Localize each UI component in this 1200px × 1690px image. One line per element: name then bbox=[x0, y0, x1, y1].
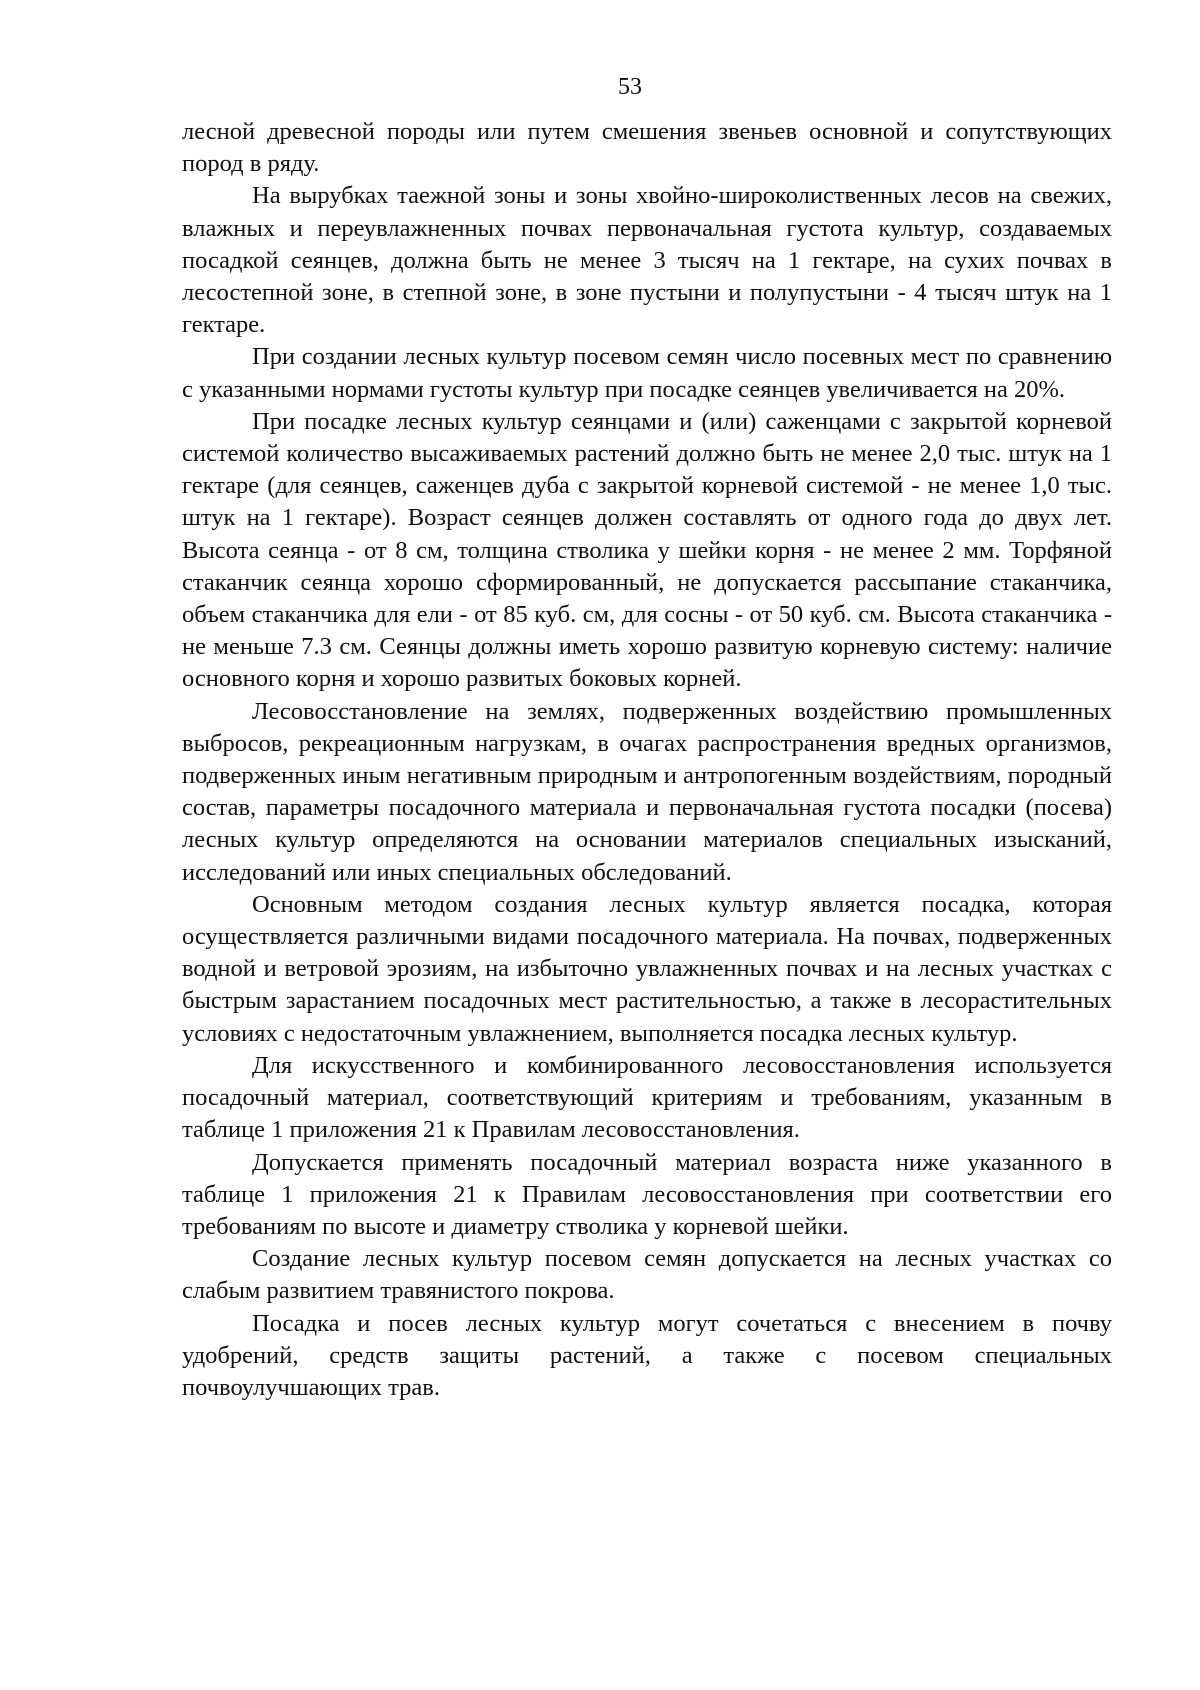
paragraph-younger-material: Допускается применять посадочный материал возраста ниже указанного в таблице 1 приложения 21 к Правилам лесовосстановления при соответствии его требованиям по высоте и диаметру стволика у корневой шейки. bbox=[182, 1148, 1112, 1240]
paragraph-affected-lands: Лесовосстановление на землях, подверженных воздействию промышленных выбросов, рекреационным нагрузкам, в очагах распространения вредных организмов, подверженных иным негативным природным и антропогенным воздействиям, породный состав, параметры посадочного материала и первоначальная густота посадки (посева) лесных культур определяются на основании материалов специальных изысканий, исследований или иных специальных обследований. bbox=[182, 697, 1112, 886]
paragraph-main-method: Основным методом создания лесных культур является посадка, которая осуществляется различными видами посадочного материала. На почвах, подверженных водной и ветровой эрозиям, на избыточно увлажненных почвах и на лесных участках с быстрым зарастанием посадочных мест растительностью, а также в лесорастительных условиях с недостаточным увлажнением, выполняется посадка лесных культур. bbox=[182, 890, 1112, 1047]
paragraph-fertilizers: Посадка и посев лесных культур могут сочетаться с внесением в почву удобрений, средств защиты растений, а также с посевом специальных почвоулучшающих трав. bbox=[182, 1309, 1112, 1401]
paragraph-seed-sowing: Создание лесных культур посевом семян допускается на лесных участках со слабым развитием травянистого покрова. bbox=[182, 1245, 1112, 1305]
paragraph-planting-material: Для искусственного и комбинированного лесовосстановления используется посадочный материал, соответствующий критериям и требованиям, указанным в таблице 1 приложения 21 к Правилам лесовосстановления. bbox=[182, 1051, 1112, 1144]
paragraph-closed-root-seedlings: При посадке лесных культур сеянцами и (или) саженцами с закрытой корневой системой количество высаживаемых растений должно быть не менее 2,0 тыс. штук на 1 гектаре (для сеянцев, саженцев дуба с закрытой корневой системой - не менее 1,0 тыс. штук на 1 гектаре). Возраст сеянцев должен составлять от одного года до двух лет. Высота сеянца - от 8 см, толщина стволика у шейки корня - не менее 2 мм. Торфяной стаканчик сеянца хорошо сформированный, не допускается рассыпание стаканчика, объем стаканчика для ели - от 85 куб. см, для сосны - от 50 куб. см. Высота стаканчика - не меньше 7.3 см. Сеянцы должны иметь хорошо развитую корневую систему: наличие основного корня и хорошо развитых боковых корней. bbox=[182, 407, 1112, 693]
page-number: 53 bbox=[618, 74, 642, 100]
paragraph-seeding-increase: При создании лесных культур посевом семян число посевных мест по сравнению с указанными нормами густоты культур при посадке сеянцев увеличивается на 20%. bbox=[182, 343, 1112, 403]
document-body bbox=[182, 116, 1112, 1404]
paragraph-continuation: лесной древесной породы или путем смешения звеньев основной и сопутствующих пород в ряду. bbox=[182, 118, 1112, 178]
paragraph-planting-density: На вырубках таежной зоны и зоны хвойно-широколиственных лесов на свежих, влажных и переувлажненных почвах первоначальная густота культур, создаваемых посадкой сеянцев, должна быть не менее 3 тысяч на 1 гектаре, на сухих почвах в лесостепной зоне, в степной зоне, в зоне пустыни и полупустыни - 4 тысяч штук на 1 гектаре. bbox=[182, 182, 1112, 339]
